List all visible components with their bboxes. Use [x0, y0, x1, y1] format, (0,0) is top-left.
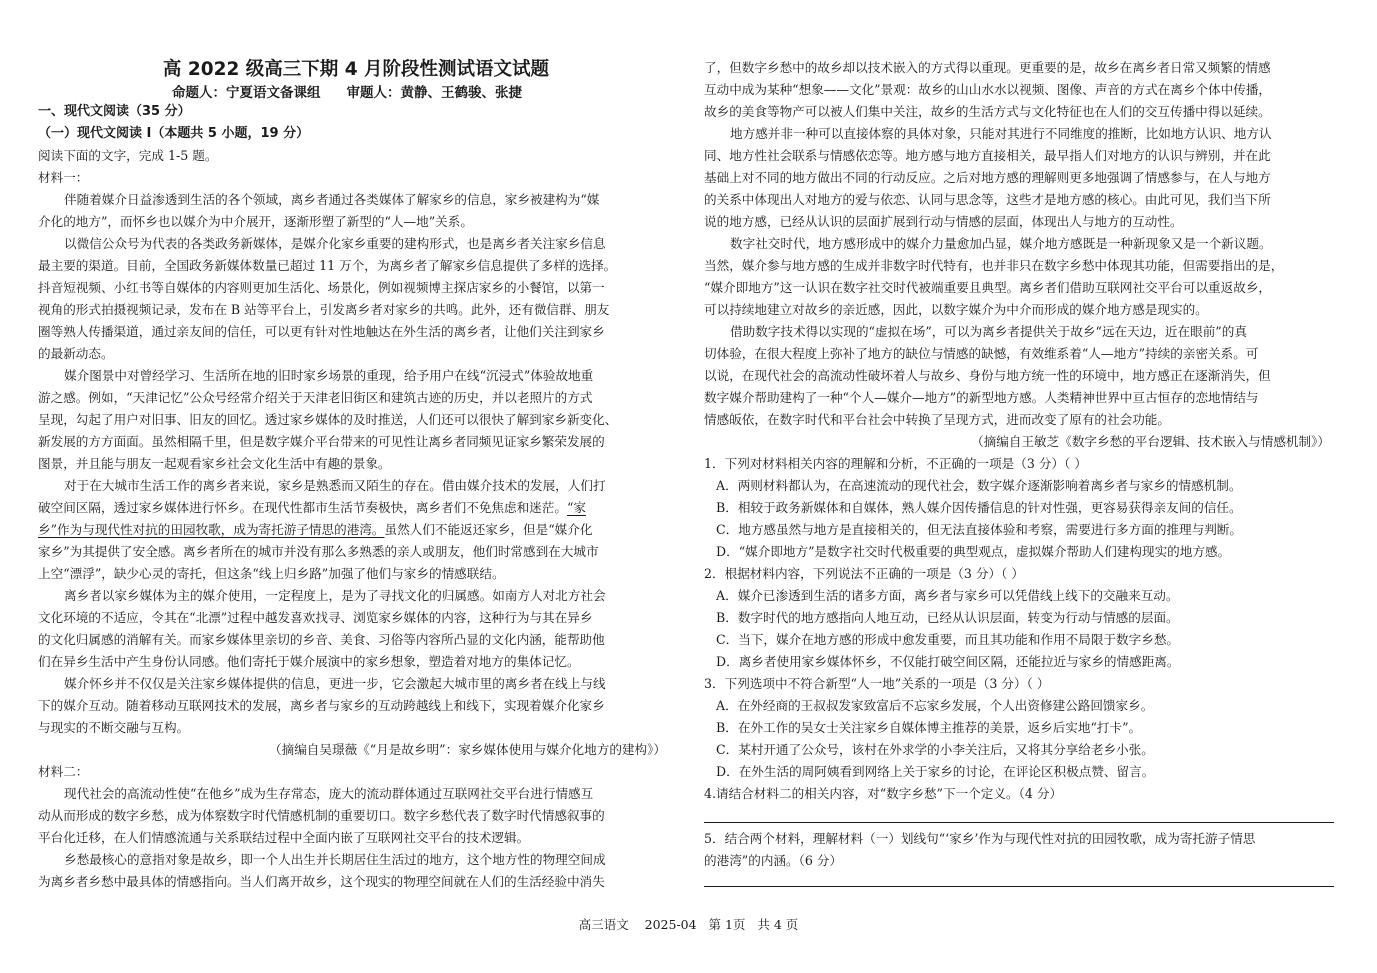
footer-subject: 高三语文: [578, 917, 629, 932]
question-1-option-b: B．相较于政务新媒体和自媒体，熟人媒介因传播信息的针对性强，更容易获得亲友间的信任。: [716, 500, 1242, 515]
question-5-stem-line1: 5．结合两个材料，理解材料（一）划线句“‘家乡’作为与现代性对抗的田园牧歌，成为寄托游子情思: [704, 831, 1256, 846]
setter-line: 命题人：宁夏语文备课组: [172, 85, 321, 101]
paragraph-line: 文化环境的不适应，令其在“北漂”过程中越发喜欢找寻、浏览家乡媒体的内容，这种行为与其在异乡: [38, 610, 593, 625]
material2-body-right: [704, 57, 1338, 805]
question-5-stem-line2: 的港湾”的内涵。（6 分）: [704, 853, 843, 868]
question-1-option-d: D．“媒介即地方”是数字社交时代极重要的典型观点，虚拟媒介帮助人们建构现实的地方感。: [716, 544, 1231, 559]
question-3-stem: 3．下列选项中不符合新型“人一地”关系的一项是（3 分）（ ）: [704, 676, 1050, 691]
paragraph-line: 的最新动态。: [38, 346, 114, 361]
paragraph-line: 离乡者以家乡媒体为主的媒介使用，一定程度上，是为了寻找文化的归属感。如南方人对北方社会: [64, 588, 606, 603]
paragraph-line: 切体验，在很大程度上弥补了地方的缺位与情感的缺憾，有效维系着“人—地方”持续的亲密关系。可: [704, 346, 1259, 361]
exam-authors: [172, 84, 522, 102]
underlined-sentence: 乡”作为与现代性对抗的田园牧歌，成为寄托游子情思的港湾。: [38, 522, 385, 537]
paragraph-line: 下的媒介互动。随着移动互联网技术的发展，离乡者与家乡的互动跨越线上和线下，实现着媒介化家乡: [38, 698, 605, 713]
question-1-option-a: A．两则材料都认为，在高速流动的现代社会，数字媒介逐渐影响着离乡者与家乡的情感机制。: [716, 478, 1242, 493]
paragraph-line: 游之感。例如，“天津记忆”公众号经常介绍关于天津老旧街区和建筑古迹的历史，并以老照片的方式: [38, 390, 593, 405]
paragraph-line: 抖音短视频、小红书等自媒体的内容则更加生活化、场景化，例如视频博主探店家乡的小餐馆，以第一: [38, 280, 605, 295]
paragraph-line: 当然，媒介参与地方感的生成并非数字时代特有，也并非只在数字乡愁中体现其功能，但需要指出的是，: [704, 258, 1284, 273]
paragraph-line: 图景，并且能与朋友一起观看家乡社会文化生活中有趣的景象。: [38, 456, 391, 471]
paragraph-line: 乡愁最核心的意指对象是故乡，即一个人出生并长期居住生活过的地方，这个地方性的物理空间成: [64, 852, 606, 867]
paragraph-line: 同、地方性社会联系与情感依恋等。地方感与地方直接相关，最早指人们对地方的认识与辨别，并在此: [704, 148, 1271, 163]
paragraph-line: 说的地方感，已经从认识的层面扩展到行动与情感的层面，体现出人与地方的互动性。: [704, 214, 1183, 229]
answer-line-q5[interactable]: [704, 886, 1334, 887]
material2-source: （摘编自王敏芝《数字乡愁的平台逻辑、技术嵌入与情感机制》）: [971, 434, 1330, 449]
paragraph-line: 上空“漂浮”，缺少心灵的寄托，但这条“线上归乡路”加强了他们与家乡的情感联结。: [38, 566, 505, 581]
question-3-option-c: C．某村开通了公众号，该村在外求学的小李关注后，又将其分享给老乡小张。: [716, 742, 1154, 757]
paragraph-line: [38, 519, 674, 541]
paragraph-line: 基础上对不同的地方做出不同的行动反应。之后对地方感的理解则更多地强调了情感参与，在人与地方: [704, 170, 1271, 185]
question-2-option-c: C．当下，媒介在地方感的形成中愈发重要，而且其功能和作用不局限于数字乡愁。: [716, 632, 1180, 647]
paragraph-line: 动从而形成的数字乡愁，成为体察数字时代情感机制的重要切口。数字乡愁代表了数字时代情感叙事的: [38, 808, 605, 823]
paragraph-line: 们在异乡生活中产生身份认同感。他们寄托于媒介展演中的家乡想象，塑造着对地方的集体记忆。: [38, 654, 580, 669]
page-footer: [0, 916, 1377, 934]
paragraph-line: 为离乡者乡愁中最具体的情感指向。当人们离开故乡，这个现实的物理空间就在人们的生活经验中消失: [38, 874, 605, 889]
paragraph-line: 现代社会的高流动性使“在他乡”成为生存常态，庞大的流动群体通过互联网社交平台进行情感互: [64, 786, 594, 801]
paragraph-line: 借助数字技术得以实现的“虚拟在场”，可以为离乡者提供关于故乡“远在天边，近在眼前”的真: [730, 324, 1247, 339]
paragraph-line: 故乡的美食等物产可以被人们集中关注，故乡的生活方式与文化特征也在人们的交互传播中得以延续。: [704, 104, 1271, 119]
paragraph-text: 虽然人们不能返还家乡，但是“媒介化: [384, 522, 593, 537]
section1-block: [38, 101, 674, 893]
material1-source: （摘编自吴璟薇《“月是故乡明”：家乡媒体使用与媒介化地方的建构》）: [269, 742, 666, 757]
paragraph-line: 最主要的渠道。目前，全国政务新媒体数量已超过 11 万个，为离乡者了解家乡信息提供了多样的选择。: [38, 258, 617, 273]
paragraph-line: 视角的形式拍摄视频记录，发布在 B 站等平台上，引发离乡者对家乡的共鸣。此外，还有微信群、朋友: [38, 302, 610, 317]
material2-body-left: [38, 783, 674, 893]
paragraph-line: 互动中成为某种“想象——文化”景观：故乡的山山水水以视频、图像、声音的方式在离乡个体中传播，: [704, 82, 1272, 97]
footer-date: 2025-04: [644, 917, 697, 932]
paragraph-line: 了，但数字乡愁中的故乡却以技术嵌入的方式得以重现。更重要的是，故乡在离乡者日常又频繁的情感: [704, 60, 1271, 75]
footer-page-number: 第 1页: [708, 917, 746, 932]
paragraph-line: 呈现，勾起了用户对旧事、旧友的回忆。透过家乡媒体的及时推送，人们还可以很快了解到家乡新变化、: [38, 412, 618, 427]
question-4-stem: 4.请结合材料二的相关内容，对“数字乡愁”下一个定义。（4 分）: [704, 786, 1063, 801]
sub-section-heading: （一）现代文阅读 I（本题共 5 小题，19 分）: [38, 126, 310, 141]
question-2-option-b: B．数字时代的地方感指向人地互动，已经从认识层面，转变为行动与情感的层面。: [716, 610, 1179, 625]
paragraph-line: 媒介怀乡并不仅仅是关注家乡媒体提供的信息，更进一步，它会激起大城市里的离乡者在线上与线: [64, 676, 606, 691]
paragraph-line: 的关系中体现出人对地方的爱与依恋、认同与思念等，这些才是地方感的核心。由此可见，我们当下所: [704, 192, 1271, 207]
paragraph-line: 情感皈依，在数字时代和平台社会中转换了呈现方式，进而改变了原有的社会功能。: [704, 412, 1170, 427]
paragraph-line: 数字社交时代，地方感形成中的媒介力量愈加凸显，媒介地方感既是一种新现象又是一个新议题。: [730, 236, 1272, 251]
question-3-option-a: A．在外经商的王叔叔发家致富后不忘家乡发展，个人出资修建公路回馈家乡。: [716, 698, 1154, 713]
paragraph-line: 媒介图景中对曾经学习、生活所在地的旧时家乡场景的重现，给予用户在线“沉浸式”体验故地重: [64, 368, 594, 383]
paragraph-line: [38, 497, 674, 519]
paragraph-text: 破空间区隔，透过家乡媒体进行怀乡。在现代性都市生活节奏极快，离乡者们不免焦虑和迷茫。: [38, 500, 567, 515]
paragraph-line: 伴随着媒介日益渗透到生活的各个领域，离乡者通过各类媒体了解家乡的信息，家乡被建构为“媒: [64, 192, 600, 207]
question-3-option-d: D．在外生活的周阿姨看到网络上关于家乡的讨论，在评论区积极点赞、留言。: [716, 764, 1155, 779]
paragraph-line: 圈等熟人传播渠道，通过亲友间的信任，可以更有针对性地触达在外生活的离乡者，让他们关注到家乡: [38, 324, 605, 339]
instruction-text: 阅读下面的文字，完成 1-5 题。: [38, 148, 218, 163]
answer-line-q4[interactable]: [704, 822, 1334, 823]
paragraph-line: 以说，在现代社会的高流动性破坏着人与故乡、身份与地方统一性的环境中，地方感正在逐渐消失，但: [704, 368, 1271, 383]
paragraph-line: 平台化迁移，在人们情感流通与关系联结过程中全面内嵌了互联网社交平台的技术逻辑。: [38, 830, 530, 845]
paragraph-line: 地方感并非一种可以直接体察的具体对象，只能对其进行不同维度的推断，比如地方认识、地方认: [730, 126, 1272, 141]
material1-body: [38, 189, 674, 739]
footer-total-pages: 共 4 页: [757, 917, 799, 932]
paragraph-line: 与现实的不断交融与互构。: [38, 720, 190, 735]
question-1-option-c: C．地方感虽然与地方是直接相关的，但无法直接体验和考察，需要进行多方面的推理与判断。: [716, 522, 1242, 537]
question-2-option-d: D．离乡者使用家乡媒体怀乡，不仅能打破空间区隔，还能拉近与家乡的情感距离。: [716, 654, 1180, 669]
paragraph-line: 对于在大城市生活工作的离乡者来说，家乡是熟悉而又陌生的存在。借由媒介技术的发展，人们打: [64, 478, 606, 493]
question-2-stem: 2．根据材料内容，下列说法不正确的一项是（3 分）（ ）: [704, 566, 1024, 581]
section-heading: 一、现代文阅读（35 分）: [38, 104, 191, 119]
paragraph-line: 的文化归属感的消解有关。而家乡媒体里亲切的乡音、美食、习俗等内容所凸显的文化内涵，能帮助他: [38, 632, 605, 647]
material1-label: 材料一：: [38, 170, 89, 185]
paragraph-line: “媒介即地方”这一认识在数字社交时代被端重要且典型。离乡者们借助互联网社交平台可以重返故乡，: [704, 280, 1272, 295]
paragraph-line: 家乡”为其提供了安全感。离乡者所在的城市并没有那么多熟悉的亲人或朋友，他们时常感到在大城市: [38, 544, 599, 559]
paragraph-line: 以微信公众号为代表的各类政务新媒体，是媒介化家乡重要的建构形式，也是离乡者关注家乡信息: [64, 236, 606, 251]
question-3-option-b: B．在外工作的吴女士关注家乡自媒体博主推荐的美景，返乡后实地“打卡”。: [716, 720, 1142, 735]
paragraph-line: 可以持续地建立对故乡的亲近感，因此，以数字媒介为中介而形成的媒介地方感是现实的。: [704, 302, 1208, 317]
question-5-block: [704, 828, 1338, 872]
question-1-stem: 1．下列对材料相关内容的理解和分析，不正确的一项是（3 分）（ ）: [704, 456, 1087, 471]
underlined-sentence-start: “家: [566, 500, 586, 515]
reviewer-line: 审题人：黄静、王鹤骏、张捷: [346, 85, 522, 101]
material2-label: 材料二：: [38, 764, 89, 779]
paragraph-line: 数字媒介帮助建构了一种“个人—媒介—地方”的新型地方感。人类精神世界中亘古恒存的恋地情结与: [704, 390, 1259, 405]
paragraph-line: 新发展的方方面面。虽然相隔千里，但是数字媒介平台带来的可见性让离乡者同频见证家乡繁荣发展的: [38, 434, 605, 449]
exam-title: 高 2022 级高三下期 4 月阶段性测试语文试题: [162, 59, 550, 80]
question-2-option-a: A．媒介已渗透到生活的诸多方面，离乡者与家乡可以凭借线上线下的交融来互动。: [716, 588, 1179, 603]
paragraph-line: 介化的地方”，而怀乡也以媒介为中介展开，逐渐形塑了新型的“人—地”关系。: [38, 214, 473, 229]
